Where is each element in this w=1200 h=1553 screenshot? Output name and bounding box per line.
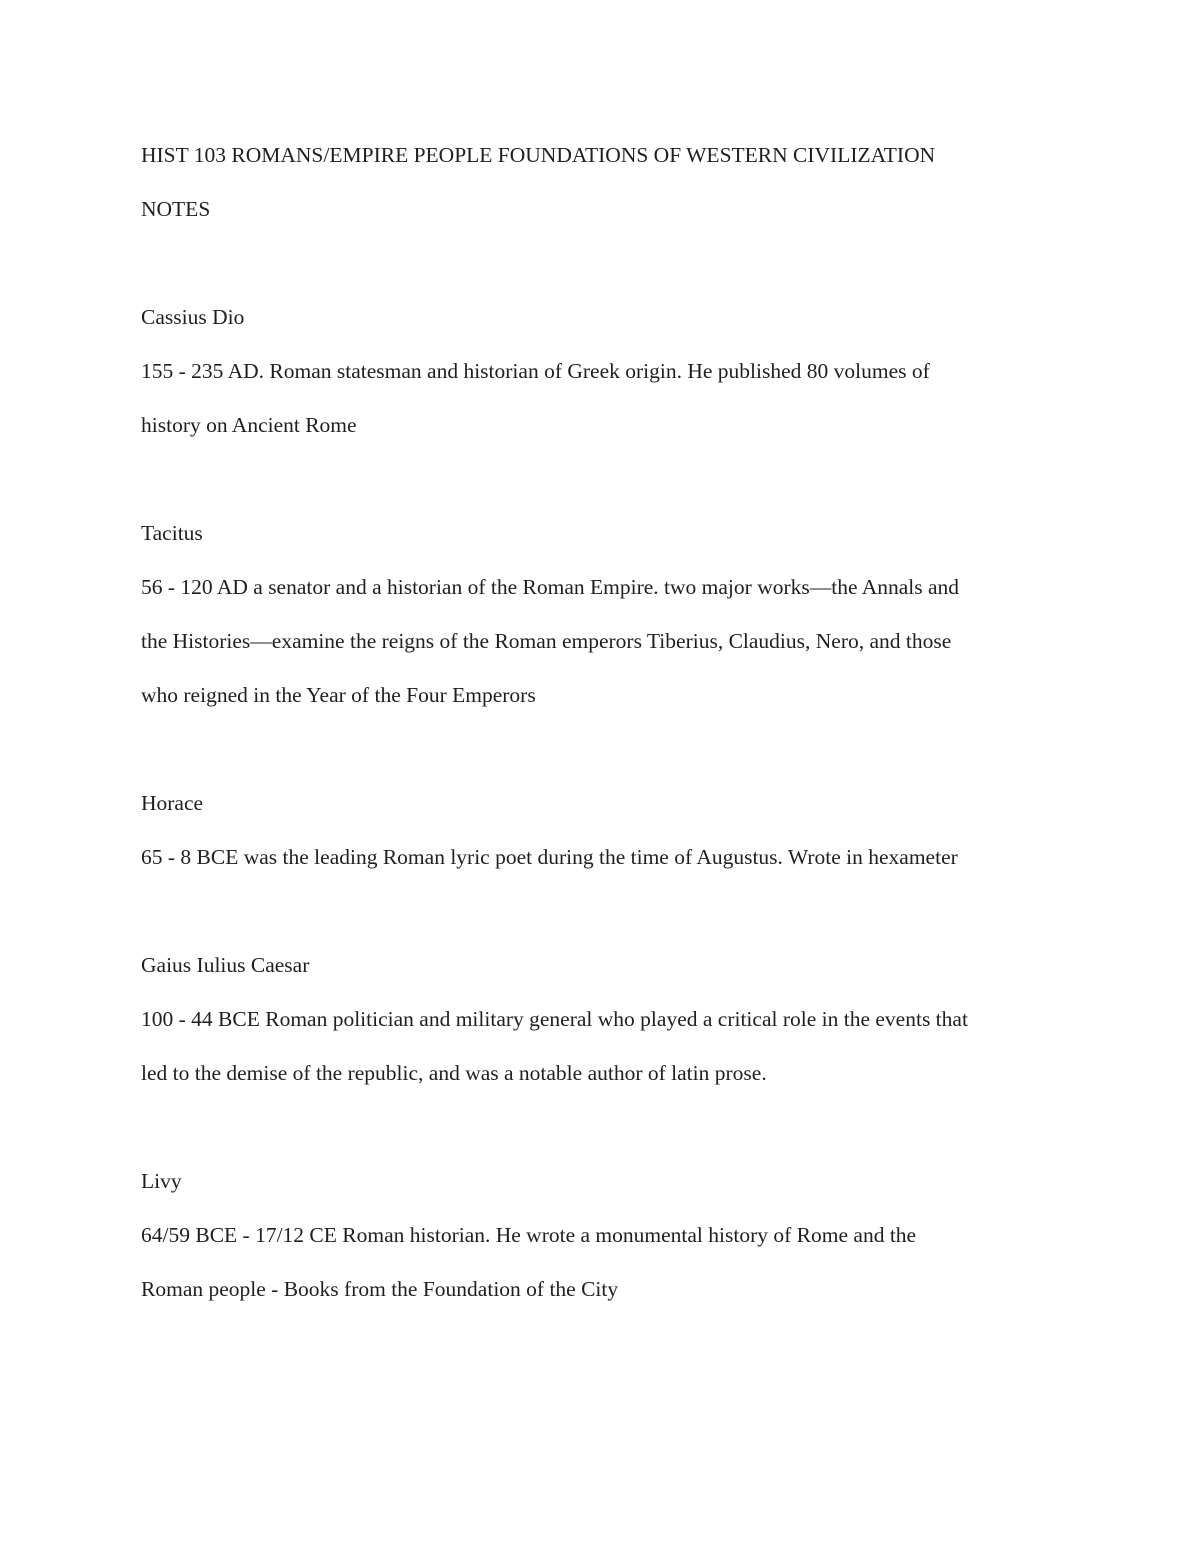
document-subtitle: NOTES xyxy=(141,197,211,221)
entry-tacitus xyxy=(141,506,1061,722)
entry-name: Gaius Iulius Caesar xyxy=(141,953,310,977)
entry-horace xyxy=(141,776,1061,884)
spacer xyxy=(141,722,1061,776)
spacer xyxy=(141,884,1061,938)
entry-description-line: 56 - 120 AD a senator and a historian of the Roman Empire. two major works—the Annals and xyxy=(141,575,960,599)
spacer xyxy=(141,452,1061,506)
entry-name: Cassius Dio xyxy=(141,305,245,329)
entry-gaius-iulius-caesar xyxy=(141,938,1061,1100)
entry-description-line: history on Ancient Rome xyxy=(141,413,357,437)
entry-description-line: 100 - 44 BCE Roman politician and military general who played a critical role in the events that xyxy=(141,1007,968,1031)
entry-description-line: who reigned in the Year of the Four Emperors xyxy=(141,683,536,707)
entry-description-line: the Histories—examine the reigns of the Roman emperors Tiberius, Claudius, Nero, and those xyxy=(141,629,952,653)
entry-description-line: 155 - 235 AD. Roman statesman and historian of Greek origin. He published 80 volumes of xyxy=(141,359,930,383)
document-title: HIST 103 ROMANS/EMPIRE PEOPLE FOUNDATIONS OF WESTERN CIVILIZATION xyxy=(141,143,936,167)
document-body xyxy=(141,128,1061,1316)
entry-description-line: 64/59 BCE - 17/12 CE Roman historian. He wrote a monumental history of Rome and the xyxy=(141,1223,917,1247)
entry-cassius-dio xyxy=(141,290,1061,452)
entry-name: Tacitus xyxy=(141,521,203,545)
entry-livy xyxy=(141,1154,1061,1316)
entry-description-line: Roman people - Books from the Foundation of the City xyxy=(141,1277,619,1301)
entry-name: Horace xyxy=(141,791,204,815)
entry-description-line: 65 - 8 BCE was the leading Roman lyric poet during the time of Augustus. Wrote in hexameter xyxy=(141,845,958,869)
spacer xyxy=(141,236,1061,290)
spacer xyxy=(141,1100,1061,1154)
entry-name: Livy xyxy=(141,1169,182,1193)
entry-description-line: led to the demise of the republic, and was a notable author of latin prose. xyxy=(141,1061,767,1085)
